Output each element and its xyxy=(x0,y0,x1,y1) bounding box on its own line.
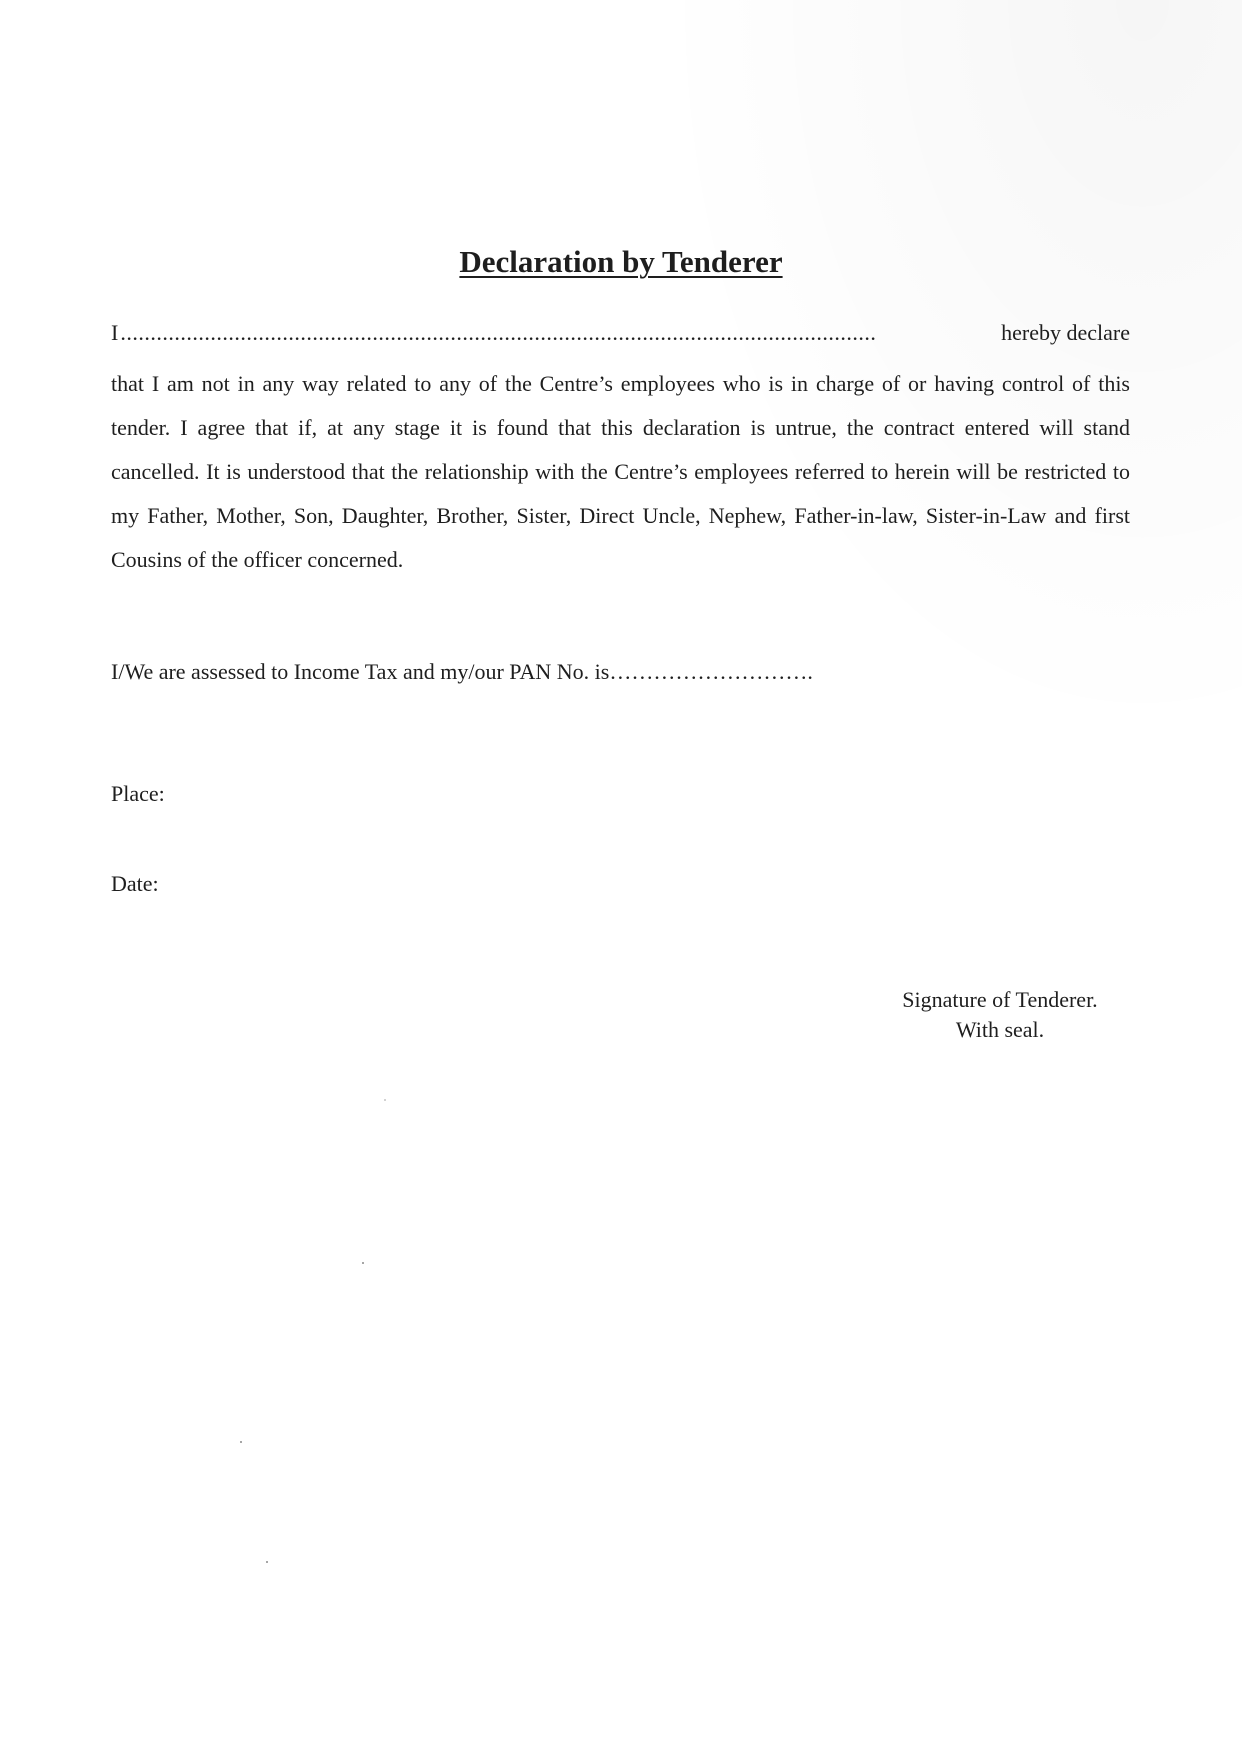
scan-speck xyxy=(240,1441,242,1443)
scan-speck xyxy=(362,1262,364,1264)
document-title-text: Declaration by Tenderer xyxy=(459,244,783,279)
signature-line: Signature of Tenderer. xyxy=(902,987,1098,1012)
scan-speck xyxy=(266,1561,268,1563)
declaration-line xyxy=(111,318,1130,348)
declaration-body: that I am not in any way related to any of the Centre’s employees who is in charge of or having control of this tender. I agree that if, at any stage it is found that this declaration is untrue, the contract entered will stand cancelled. It is understood that the relationship with the Centre’s employees referred to herein will be restricted to my Father, Mother, Son, Daughter, Brother, Sister, Direct Uncle, Nephew, Father-in-law, Sister-in-Law and first Cousins of the officer concerned. xyxy=(111,371,1130,572)
date-label: Date: xyxy=(111,871,159,896)
name-blank: .............................................................................................................................. xyxy=(120,320,877,345)
signature-block xyxy=(860,985,1140,1045)
place-label: Place: xyxy=(111,781,165,806)
pan-statement: I/We are assessed to Income Tax and my/our PAN No. is………………………. xyxy=(111,659,813,684)
declaration-suffix: hereby declare xyxy=(1001,320,1130,345)
document-title xyxy=(0,243,1242,281)
declaration-prefix: I xyxy=(111,320,119,345)
scan-speck xyxy=(384,1099,386,1101)
seal-line: With seal. xyxy=(955,1017,1045,1042)
